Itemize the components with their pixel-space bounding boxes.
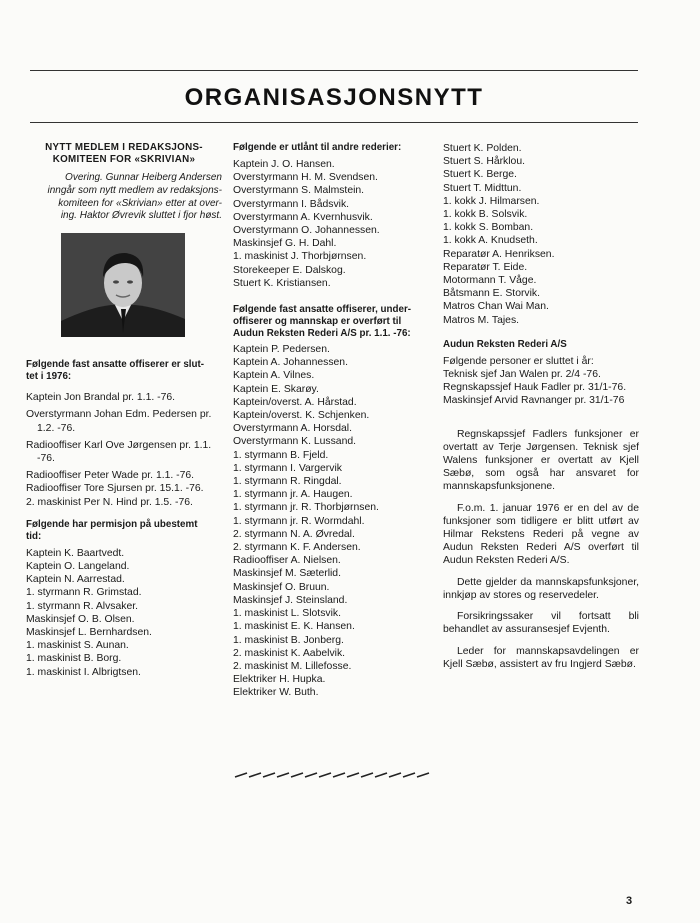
column-3 (443, 142, 639, 671)
body-paragraph: Dette gjelder da mannskapsfunksjoner, innkjøp av stores og reservedeler. (443, 576, 639, 601)
column-2 (233, 142, 431, 700)
list-item: Matros M. Tajes. (443, 314, 520, 326)
list-item: Storekeeper E. Dalskog. (233, 264, 346, 276)
list-item: Overstyrmann I. Bådsvik. (233, 198, 350, 210)
portrait-image (61, 233, 185, 337)
top-rule (30, 70, 638, 71)
list-item: 1. kokk A. Knudseth. (443, 235, 538, 247)
list-item: Kaptein P. Pedersen. (233, 344, 330, 356)
list-item: Radiooffiser Karl Ove Jørgensen pr. 1.1. -76. (26, 439, 212, 464)
list-item: 1. styrmann jr. R. Wormdahl. (233, 515, 365, 527)
list-item: 1. styrmann I. Vargervik (233, 462, 342, 474)
heading-line: tet i 1976: (26, 371, 72, 383)
list-item: Elektriker H. Hupka. (233, 674, 326, 686)
list-item: 1. kokk B. Solsvik. (443, 209, 528, 221)
list-item: Elektriker W. Buth. (233, 687, 319, 699)
list-item: Reparatør A. Henriksen. (443, 248, 555, 260)
editorial-heading (26, 142, 222, 166)
title-rule (30, 122, 638, 123)
list-item: Stuert T. Midttun. (443, 182, 522, 194)
list-item: Maskinsjef O. Bruun. (233, 581, 330, 593)
portrait-photo (61, 233, 185, 337)
list-item: 1. maskinist L. Slotsvik. (233, 608, 341, 620)
list-item: 1. maskinist S. Aunan. (26, 640, 129, 652)
list-item: Kaptein A. Johannessen. (233, 357, 348, 369)
heading-line: NYTT MEDLEM I REDAKSJONS- (45, 142, 203, 153)
list-item: Kaptein N. Aarrestad. (26, 574, 125, 586)
heading-line: Audun Reksten Rederi A/S pr. 1.1. -76: (233, 328, 411, 340)
list-item: 1. styrmann R. Grimstad. (26, 587, 142, 599)
list-item: 2. styrmann K. F. Andersen. (233, 542, 361, 554)
list-item: Kaptein/overst. A. Hårstad. (233, 396, 357, 408)
list-item: Overstyrmann A. Kvernhusvik. (233, 211, 373, 223)
list-item: 1. styrmann jr. A. Haugen. (233, 489, 353, 501)
list-item: 2. styrmann N. A. Øvredal. (233, 528, 355, 540)
list-item: 1. maskinist E. K. Hansen. (233, 621, 355, 633)
list-item: Overstyrmann H. M. Svendsen. (233, 172, 378, 184)
list-item: Kaptein O. Langeland. (26, 561, 130, 573)
body-paragraph: F.o.m. 1. januar 1976 er en del av de funksjoner som tidligere er blitt utført av Hilmar Rekstens Rederi på vegne av Audun Reksten Rederi A/S overført til Audun Reksten Rederi A/S. (443, 502, 639, 567)
intro-line: komiteen for «Skrivian» etter at over- (58, 197, 222, 209)
body-paragraph: Forsikringssaker vil fortsatt bli behandlet av assuransesjef Evjenth. (443, 611, 639, 636)
list-item: 1. maskinist I. Albrigtsen. (26, 666, 141, 678)
list-item: Overstyrmann A. Horsdal. (233, 423, 352, 435)
list-item: Kaptein/overst. K. Schjenken. (233, 410, 370, 422)
heading-line: offiserer og mannskap er overført til (233, 316, 402, 328)
list-item: Radiooffiser Peter Wade pr. 1.1. -76. (26, 470, 195, 482)
list-item: Båtsmann E. Storvik. (443, 288, 541, 300)
list-item: Kaptein J. O. Hansen. (233, 159, 335, 170)
list-item: Overstyrmann Johan Edm. Pedersen pr. 1.2. -76. (26, 409, 212, 434)
list-item: 2. maskinist K. Aabelvik. (233, 647, 346, 659)
heading-line: Følgende fast ansatte offiserer, under- (233, 304, 412, 316)
section-divider (233, 770, 433, 780)
list-item: Teknisk sjef Jan Walen pr. 2/4 -76. (443, 369, 601, 381)
list-item: Reparatør T. Eide. (443, 261, 528, 273)
page-title: ORGANISASJONSNYTT (184, 84, 484, 111)
list-item: 1. styrmann jr. R. Thorbjørnsen. (233, 502, 379, 514)
list-item: Maskinsjef G. H. Dahl. (233, 238, 337, 250)
section-heading-company: Audun Reksten Rederi A/S (443, 338, 567, 350)
list-item: Motormann T. Våge. (443, 275, 537, 287)
section-heading-resigned (26, 359, 222, 383)
list-item: 1. kokk S. Bomban. (443, 222, 534, 234)
heading-line: tid: (26, 530, 42, 542)
list-item: Stuert K. Polden. (443, 143, 522, 154)
list-item: 1. styrmann B. Fjeld. (233, 449, 329, 461)
list-item: Maskinsjef J. Steinsland. (233, 594, 348, 606)
body-paragraph: Leder for mannskapsavdelingen er Kjell Sæbø, assistert av fru Ingjerd Sæbø. (443, 645, 639, 670)
list-item: Maskinsjef L. Bernhardsen. (26, 627, 152, 639)
heading-line: Følgende fast ansatte offiserer er slut- (26, 359, 205, 371)
intro-line: inngår som nytt medlem av redaksjons- (47, 184, 222, 196)
heading-line: KOMITEEN FOR «SKRIVIAN» (52, 154, 196, 165)
list-item: 1. kokk J. Hilmarsen. (443, 195, 540, 207)
list-item: 1. maskinist J. Thorbjørnsen. (233, 251, 367, 263)
list-item: Kaptein K. Baartvedt. (26, 547, 125, 559)
list-item: 2. maskinist Per N. Hind pr. 1.5. -76. (26, 496, 193, 508)
list-item: 1. maskinist B. Jonberg. (233, 634, 344, 646)
list-item: Stuert K. Berge. (443, 169, 517, 181)
list-item: Maskinsjef O. B. Olsen. (26, 613, 135, 625)
list-item: Regnskapssjef Hauk Fadler pr. 31/1-76. (443, 382, 627, 394)
list-item: Stuert S. Hårklou. (443, 156, 526, 168)
body-paragraph: Regnskapssjef Fadlers funksjoner er overtatt av Terje Jørgensen. Teknisk sjef Walens funksjoner er overtatt av Kjell Sæbø, som også har ansvaret for mannskapsfunksjonene. (443, 428, 639, 493)
section-heading-leave (26, 519, 222, 543)
heading-line: Følgende har permisjon på ubestemt (26, 518, 198, 530)
list-item: Kaptein Jon Brandal pr. 1.1. -76. (26, 392, 176, 404)
list-item: 1. styrmann R. Alvsaker. (26, 600, 139, 612)
page-number: 3 (626, 895, 633, 907)
list-item: Stuert K. Kristiansen. (233, 277, 331, 289)
list-item: 1. styrmann R. Ringdal. (233, 476, 342, 488)
column-1 (26, 142, 222, 679)
list-item: Radiooffiser Tore Sjursen pr. 15.1. -76. (26, 483, 204, 495)
list-item: Maskinsjef Arvid Ravnanger pr. 31/1-76 (443, 395, 625, 407)
list-item: Overstyrmann O. Johannessen. (233, 225, 380, 237)
section-heading-loaned: Følgende er utlånt til andre rederier: (233, 142, 402, 153)
list-item: Overstyrmann S. Malmstein. (233, 185, 365, 197)
list-item: Kaptein E. Skarøy. (233, 383, 319, 395)
list-item: Maskinsjef M. Sæterlid. (233, 568, 341, 580)
list-item: 2. maskinist M. Lillefosse. (233, 660, 352, 672)
section-intro: Følgende personer er sluttet i år: (443, 355, 594, 367)
list-item: 1. maskinist B. Borg. (26, 653, 122, 665)
intro-line: Overing. Gunnar Heiberg Andersen (65, 172, 222, 183)
section-heading-transferred (233, 304, 431, 340)
intro-line: ing. Haktor Øvrevik sluttet i fjor høst. (60, 210, 222, 222)
list-item: Overstyrmann K. Lussand. (233, 436, 357, 448)
list-item: Matros Chan Wai Man. (443, 301, 549, 313)
list-item: Radiooffiser A. Nielsen. (233, 555, 341, 567)
list-item: Kaptein A. Vilnes. (233, 370, 315, 382)
editorial-intro (26, 172, 222, 223)
